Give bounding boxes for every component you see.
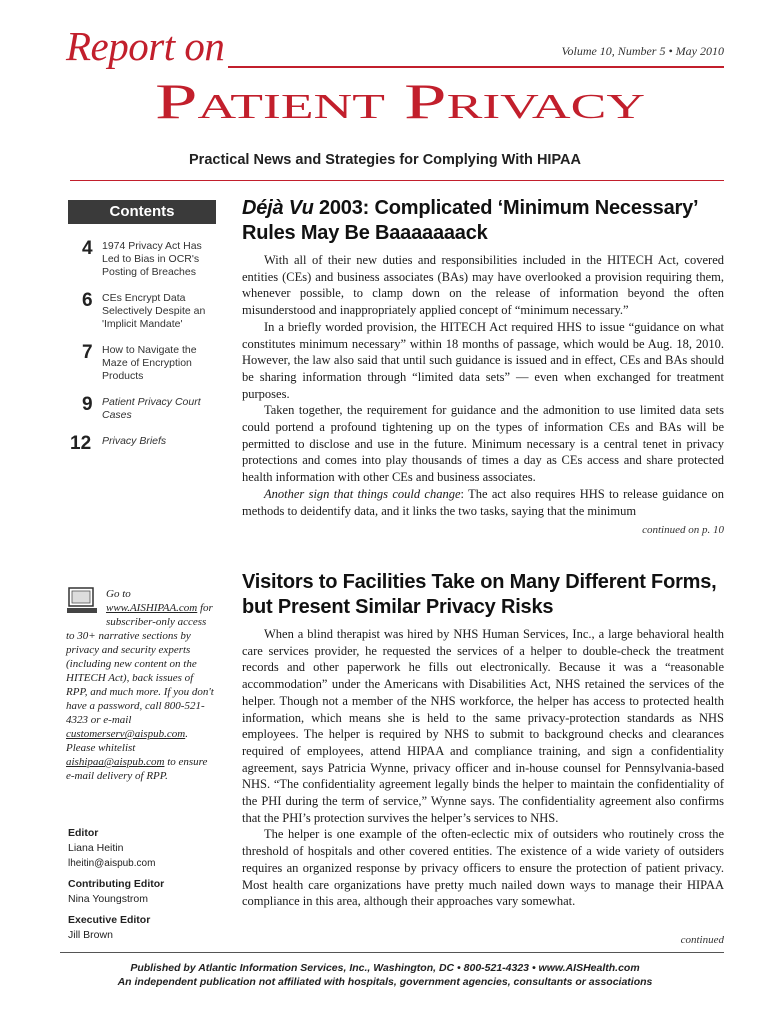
toc-item[interactable] bbox=[60, 344, 220, 383]
promo-email-link[interactable]: customerserv@aispub.com bbox=[66, 728, 186, 740]
article1-headline-italic: Déjà Vu bbox=[242, 197, 314, 219]
masthead-title-patient-privacy bbox=[150, 74, 650, 130]
promo-whitelist-link[interactable]: aishipaa@aispub.com bbox=[66, 756, 165, 768]
masthead-title-report-on: Report on bbox=[66, 23, 225, 69]
article1-paragraph: In a briefly worded provision, the HITECH Act required HHS to issue “guidance on what constitutes minimum necessary” within 18 months of passage, which would be Aug. 18, 2010. However, the law also said that until such guidance is issued and in effect, CEs and BAs should be sharing information through “limited data sets” — even when exchanged for treatment purposes. bbox=[242, 319, 724, 401]
promo-lead: Go to bbox=[106, 588, 131, 600]
contributing-editor-name: Nina Youngstrom bbox=[68, 893, 148, 905]
promo-tail: to ensure e-mail delivery of RPP. bbox=[66, 756, 208, 782]
masthead-title-text: Patient Privacy bbox=[155, 74, 645, 129]
article1-headline-rest: 2003: Complicated ‘Minimum Necessary’ Rules May Be Baaaaaaack bbox=[242, 197, 698, 244]
toc-item[interactable] bbox=[60, 435, 220, 455]
toc-item-text: 1974 Privacy Act Has Led to Bias in OCR's Posting of Breaches bbox=[102, 240, 202, 278]
monitor-icon bbox=[66, 587, 100, 615]
article1-paragraph: With all of their new duties and responsibilities included in the HITECH Act, covered entities (CEs) and business associates (BAs) may have overlooked a provision requiring them, whenever possible, to clamp down on the release of information beyond the often misunderstood and inappropriately applied concept of “minimum necessary.” bbox=[242, 253, 724, 318]
article1-headline bbox=[242, 196, 728, 246]
promo-text-2: . Please whitelist bbox=[66, 728, 188, 754]
editor-label: Editor bbox=[68, 827, 99, 839]
footer-disclaimer: An independent publication not affiliated with hospitals, government agencies, consultants or associations bbox=[117, 976, 653, 988]
toc-item[interactable] bbox=[60, 396, 220, 422]
article1-paragraph bbox=[242, 486, 724, 519]
contents-heading: Contents bbox=[68, 200, 216, 224]
article2-continued[interactable]: continued bbox=[680, 934, 724, 946]
toc-page-number: 9 bbox=[82, 394, 93, 415]
toc-page-number: 6 bbox=[82, 290, 93, 311]
article2-paragraph: When a blind therapist was hired by NHS Human Services, Inc., a large behavioral health care services provider, he requested the services of a helper to double-check the treatment records and other paperwork he fills out electronically. Because it was a “reasonable accommodation” under the Americans with Disabilities Act, NHS retained the services of the helper. Though not a member of the NHS workforce, the helper has access to protected health information, which means she is held to the same privacy-protection standards as NHS employees. The helper is required by NHS to submit to background checks and clearances required of employees, attend HIPAA and compliance training, and sign a confidentiality agreement, says Patricia Wynne, privacy officer and in-house counsel for Pennsylvania-based NHS. “The confidentiality agreement legally binds the helper to maintain the confidentiality of the PHI during the term of service,” Wynne says. The confidentiality agreement also confirms that the PHI’s protection survives the helper’s services to NHS. bbox=[242, 627, 724, 825]
tagline: Practical News and Strategies for Complying With HIPAA bbox=[189, 152, 581, 168]
toc-item[interactable] bbox=[60, 240, 220, 279]
article1-body bbox=[242, 252, 724, 519]
article1-paragraph-rest: : The act also requires HHS to release guidance on methods to deidentify data, and it links the two tasks, saying that the minimum bbox=[242, 486, 724, 518]
editor-name: Liana Heitin bbox=[68, 842, 124, 854]
contributing-editor-label: Contributing Editor bbox=[68, 878, 165, 890]
subscriber-promo bbox=[66, 587, 216, 783]
article2-headline: Visitors to Facilities Take on Many Different Forms, but Present Similar Privacy Risks bbox=[242, 571, 717, 618]
toc-page-number: 7 bbox=[82, 342, 93, 363]
article2-body bbox=[242, 626, 724, 910]
footer-publisher: Published by Atlantic Information Services, Inc., Washington, DC • 800-521-4323 • www.AISHealth.com bbox=[130, 962, 640, 974]
toc-page-number: 12 bbox=[70, 433, 92, 454]
toc-item-text: Privacy Briefs bbox=[102, 435, 167, 447]
promo-website-link[interactable]: www.AISHIPAA.com bbox=[106, 602, 198, 614]
staff-box bbox=[68, 826, 218, 943]
table-of-contents bbox=[60, 240, 220, 466]
toc-item[interactable] bbox=[60, 292, 220, 331]
toc-item-text: How to Navigate the Maze of Encryption Products bbox=[102, 344, 197, 382]
footer-rule bbox=[60, 952, 724, 953]
article2-paragraph: The helper is one example of the often-eclectic mix of outsiders who routinely cross the threshold of hospitals and other covered entities. The existence of a wide variety of outsiders requires an organized response by privacy officers to ensure the protection of patient privacy. Most health care organizations have pretty much nailed down ways to manage their HIPAA compliance in this area, although their approaches vary somewhat. bbox=[242, 827, 724, 909]
editor-email[interactable]: lheitin@aispub.com bbox=[68, 858, 156, 869]
article1-paragraph-italic: Another sign that things could change bbox=[264, 486, 461, 501]
volume-issue-date: Volume 10, Number 5 • May 2010 bbox=[561, 44, 724, 58]
tagline-rule bbox=[70, 180, 724, 181]
toc-page-number: 4 bbox=[82, 238, 93, 259]
article1-paragraph: Taken together, the requirement for guidance and the admonition to use limited data sets could portend a profound tightening up on the types of information CEs and BAs will be permitted to disclose and use in the future. Minimum necessary is a central tenet in privacy protections and comes into play thousands of times a day as CEs access and share protected health information with other CEs and business associates. bbox=[242, 403, 724, 485]
article1-continued[interactable]: continued on p. 10 bbox=[642, 524, 724, 536]
toc-item-text: Patient Privacy Court Cases bbox=[102, 396, 201, 421]
executive-editor-label: Executive Editor bbox=[68, 914, 151, 926]
masthead-rule bbox=[228, 66, 724, 68]
toc-item-text: CEs Encrypt Data Selectively Despite an 'Implicit Mandate' bbox=[102, 292, 206, 330]
executive-editor-name: Jill Brown bbox=[68, 929, 113, 941]
promo-text: for subscriber-only access to 30+ narrative sections by privacy and security experts (including new content on the HITECH Act), back issues of RPP, and much more. If you don't have a password, call 800-521-4323 or e-mail bbox=[66, 602, 214, 726]
